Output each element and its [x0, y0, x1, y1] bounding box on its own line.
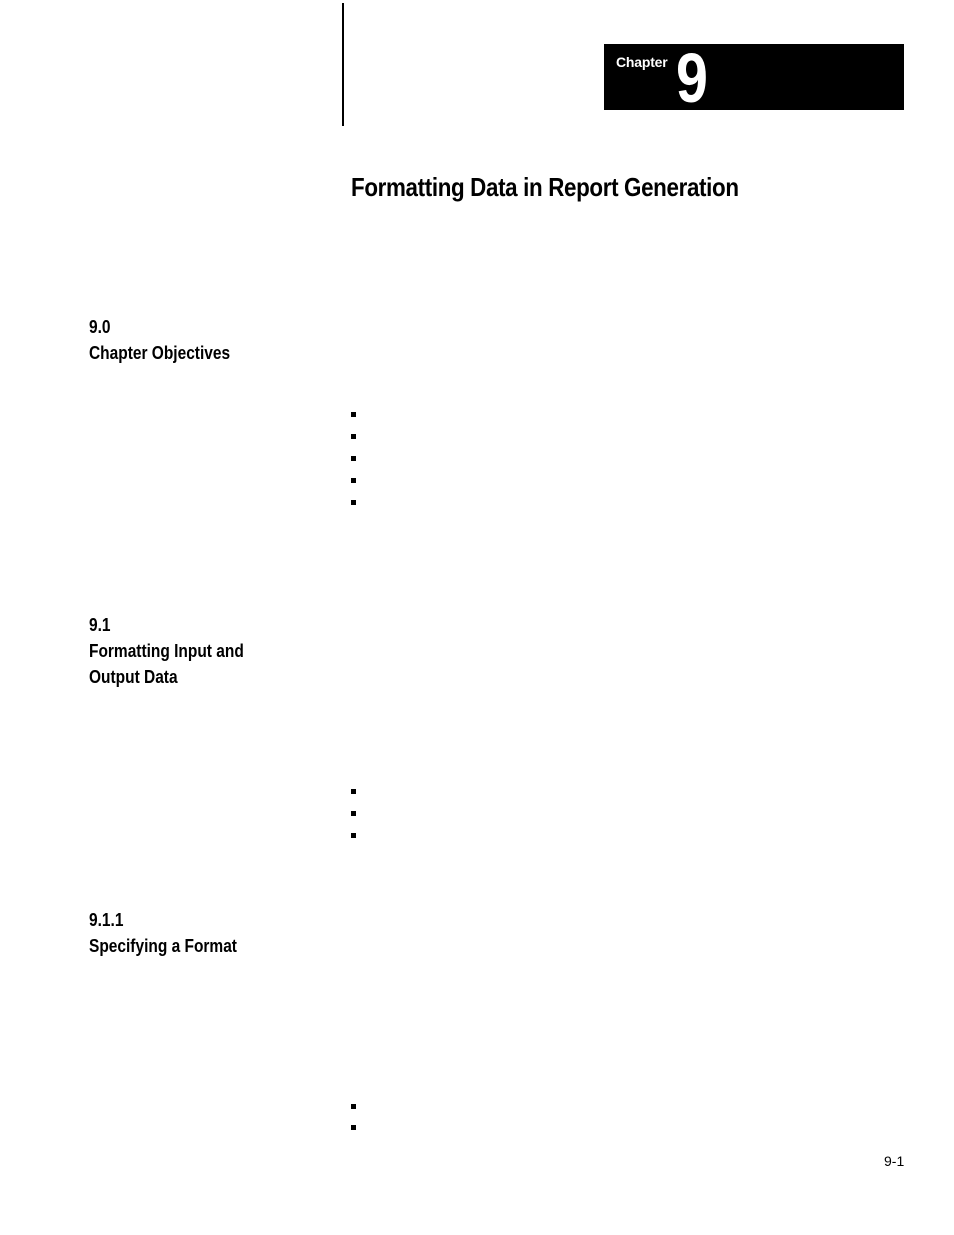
chapter-label: Chapter	[616, 54, 668, 70]
section-heading: Specifying a Format	[89, 936, 237, 956]
bullet-marker	[351, 1104, 356, 1109]
section-heading: Chapter Objectives	[89, 343, 231, 363]
chapter-title: Formatting Data in Report Generation	[351, 172, 739, 202]
section-heading: Formatting Input and	[89, 641, 244, 661]
bullet-marker	[351, 833, 356, 838]
margin-rule	[342, 3, 344, 126]
page-number: 9-1	[884, 1153, 905, 1169]
chapter-tab	[604, 39, 904, 117]
bullet-marker	[351, 478, 356, 483]
bullet-marker	[351, 500, 356, 505]
bullet-marker	[351, 1125, 356, 1130]
bullet-marker	[351, 434, 356, 439]
section-number: 9.1	[89, 615, 111, 635]
section-heading: Output Data	[89, 667, 178, 687]
bullet-marker	[351, 811, 356, 816]
bullet-marker	[351, 456, 356, 461]
section-number: 9.0	[89, 317, 111, 337]
chapter-number: 9	[676, 39, 708, 117]
bullet-marker	[351, 789, 356, 794]
bullet-marker	[351, 412, 356, 417]
section-number: 9.1.1	[89, 910, 124, 930]
